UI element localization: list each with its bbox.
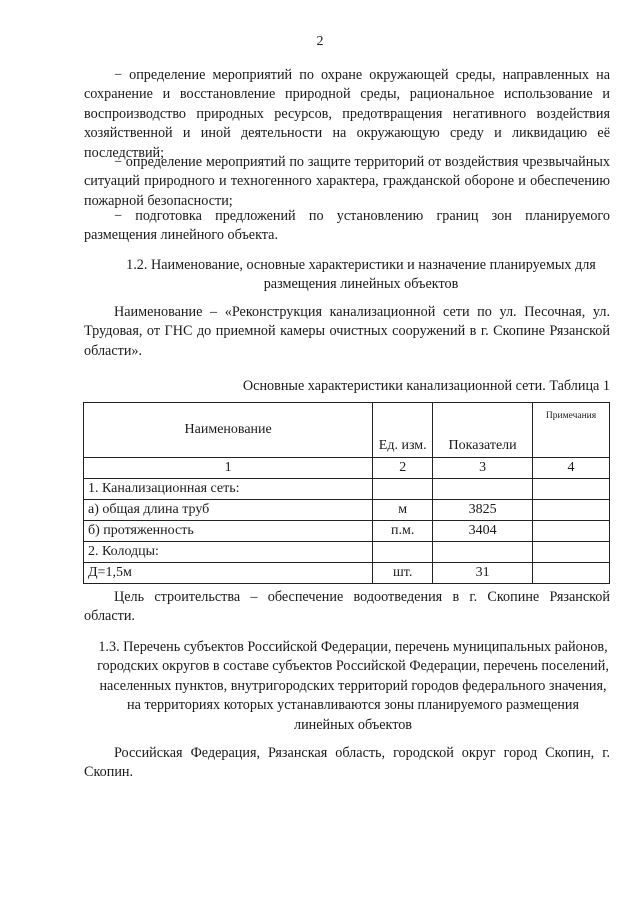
row-value: 3404 bbox=[433, 521, 533, 542]
row-note bbox=[533, 479, 610, 500]
bullet-environment: − определение мероприятий по охране окружающей среды, направленных на сохранение и восстановление природной среды, рациональное использование и воспроизводство природных ресурсов, предотвращения негативного воздействия хозяйственной и иной деятельности на окружающую среду и ликвидацию её последствий; bbox=[84, 67, 610, 161]
row-name: Д=1,5м bbox=[84, 563, 373, 584]
row-name: 1. Канализационная сеть: bbox=[84, 479, 373, 500]
header-name: Наименование bbox=[84, 403, 373, 458]
page-number: 2 bbox=[316, 34, 324, 49]
colnum-cell: 2 bbox=[373, 458, 433, 479]
header-note: Примечания bbox=[533, 403, 610, 458]
row-value bbox=[433, 479, 533, 500]
bullet-emergency: − определение мероприятий по защите территорий от воздействия чрезвычайных ситуаций природного и техногенного характера, гражданской обороне и обеспечению пожарной безопасности; bbox=[84, 154, 610, 209]
table-row bbox=[84, 500, 610, 521]
row-value: 3825 bbox=[433, 500, 533, 521]
row-unit bbox=[373, 542, 433, 563]
row-note bbox=[533, 542, 610, 563]
row-unit: шт. bbox=[373, 563, 433, 584]
table-caption: Основные характеристики канализационной сети. Таблица 1 bbox=[242, 378, 610, 394]
section-1-2-heading: 1.2. Наименование, основные характеристики и назначение планируемых для размещения линейных объектов bbox=[126, 257, 596, 293]
row-note bbox=[533, 521, 610, 542]
row-unit: м bbox=[373, 500, 433, 521]
section-1-3-heading: 1.3. Перечень субъектов Российской Федерации, перечень муниципальных районов, городских округов в составе субъектов Российской Федерации, перечень поселений, населенных пунктов, внутригородских территорий городов федерального значения, на территориях которых устанавливаются зоны планируемого размещения линейных объектов bbox=[97, 639, 609, 733]
table-row bbox=[84, 479, 610, 500]
row-note bbox=[533, 563, 610, 584]
header-value: Показатели bbox=[433, 403, 533, 458]
row-value: 31 bbox=[433, 563, 533, 584]
characteristics-table bbox=[83, 402, 610, 584]
table-row bbox=[84, 542, 610, 563]
row-value bbox=[433, 542, 533, 563]
territory-paragraph: Российская Федерация, Рязанская область, городской округ город Скопин, г. Скопин. bbox=[84, 745, 610, 781]
row-unit bbox=[373, 479, 433, 500]
colnum-cell: 3 bbox=[433, 458, 533, 479]
row-name: 2. Колодцы: bbox=[84, 542, 373, 563]
object-name-paragraph: Наименование – «Реконструкция канализационной сети по ул. Песочная, ул. Трудовая, от ГНС до приемной камеры очистных сооружений в г. Скопине Рязанской области». bbox=[84, 304, 610, 359]
table-row bbox=[84, 563, 610, 584]
row-note bbox=[533, 500, 610, 521]
row-name: а) общая длина труб bbox=[84, 500, 373, 521]
colnum-cell: 4 bbox=[533, 458, 610, 479]
header-unit: Ед. изм. bbox=[373, 403, 433, 458]
colnum-cell: 1 bbox=[84, 458, 373, 479]
bullet-zones: − подготовка предложений по установлению границ зон планируемого размещения линейного объекта. bbox=[84, 208, 610, 244]
row-unit: п.м. bbox=[373, 521, 433, 542]
table-row bbox=[84, 521, 610, 542]
row-name: б) протяженность bbox=[84, 521, 373, 542]
table-header-row bbox=[84, 403, 610, 458]
table-colnum-row bbox=[84, 458, 610, 479]
goal-paragraph: Цель строительства – обеспечение водоотведения в г. Скопине Рязанской области. bbox=[84, 589, 610, 625]
